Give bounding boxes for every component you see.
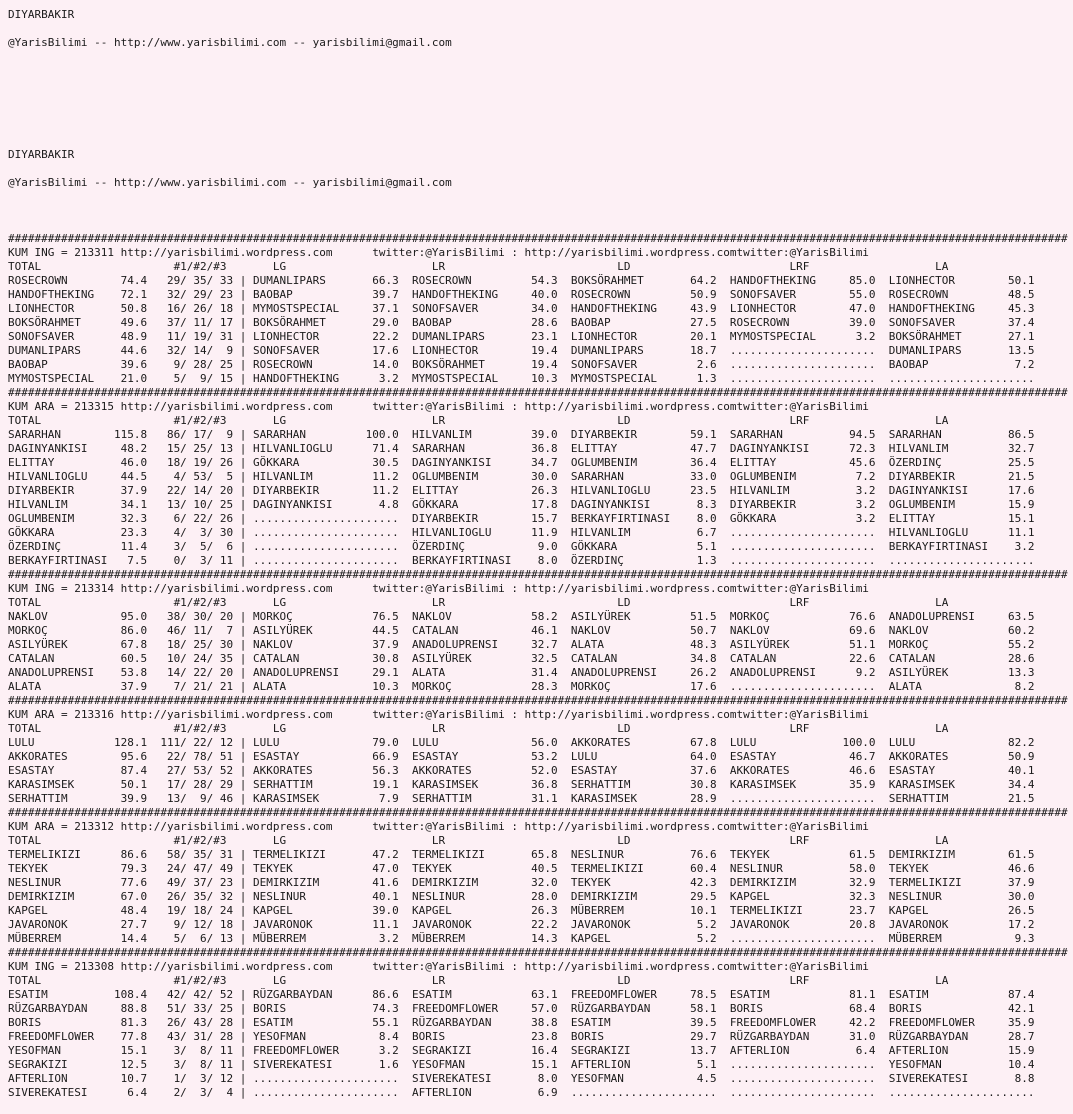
column-header-row: TOTAL #1/#2/#3 LG LR LD LRF LA [8,260,949,273]
column-header-row: TOTAL #1/#2/#3 LG LR LD LRF LA [8,596,949,609]
stats-row: LIONHECTOR 50.8 16/ 26/ 18 | MYMOSTSPECIAL 37.1 SONOFSAVER 34.0 HANDOFTHEKING 43.9 LIONHECTOR 47.0 HANDOFTHEKING 45.3 [8,302,1035,315]
stats-row: ROSECROWN 74.4 29/ 35/ 33 | DUMANLIPARS 66.3 ROSECROWN 54.3 BOKSÖRAHMET 64.2 HANDOFTHEKING 85.0 LIONHECTOR 50.1 [8,274,1035,287]
stats-row: ALATA 37.9 7/ 21/ 21 | ALATA 10.3 MORKOÇ 28.3 MORKOÇ 17.6 ...................... ALATA 8.2 [8,680,1035,693]
separator-line: ################################################################################################################################################################ [8,806,1068,819]
separator-line: ################################################################################################################################################################ [8,568,1068,581]
stats-row: ESATIM 108.4 42/ 42/ 52 | RÜZGARBAYDAN 86.6 ESATIM 63.1 FREEDOMFLOWER 78.5 ESATIM 81.1 ESATIM 87.4 [8,988,1035,1001]
separator-line: ################################################################################################################################################################ [8,232,1068,245]
stats-row: KARASIMSEK 50.1 17/ 28/ 29 | SERHATTIM 19.1 KARASIMSEK 36.8 SERHATTIM 30.8 KARASIMSEK 35.9 KARASIMSEK 34.4 [8,778,1035,791]
stats-row: MORKOÇ 86.0 46/ 11/ 7 | ASILYÜREK 44.5 CATALAN 46.1 NAKLOV 50.7 NAKLOV 69.6 NAKLOV 60.2 [8,624,1035,637]
stats-row: TERMELIKIZI 86.6 58/ 35/ 31 | TERMELIKIZI 47.2 TERMELIKIZI 65.8 NESLINUR 76.6 TEKYEK 61.5 DEMIRKIZIM 61.5 [8,848,1035,861]
stats-row: SARARHAN 115.8 86/ 17/ 9 | SARARHAN 100.0 HILVANLIM 39.0 DIYARBEKIR 59.1 SARARHAN 94.5 SARARHAN 86.5 [8,428,1035,441]
stats-row: HILVANLIOGLU 44.5 4/ 53/ 5 | HILVANLIM 11.2 OGLUMBENIM 30.0 SARARHAN 33.0 OGLUMBENIM 7.2 DIYARBEKIR 21.5 [8,470,1035,483]
stats-row: YESOFMAN 15.1 3/ 8/ 11 | FREEDOMFLOWER 3.2 SEGRAKIZI 16.4 SEGRAKIZI 13.7 AFTERLION 6.4 AFTERLION 15.9 [8,1044,1035,1057]
section-title: KUM ARA = 213315 http://yarisbilimi.wordpress.com twitter:@YarisBilimi : http://yarisbilimi.wordpress.comtwitter:@YarisBilimi [8,400,869,413]
contact-line: @YarisBilimi -- http://www.yarisbilimi.com -- yarisbilimi@gmail.com [8,36,452,49]
stats-row: JAVARONOK 27.7 9/ 12/ 18 | JAVARONOK 11.1 JAVARONOK 22.2 JAVARONOK 5.2 JAVARONOK 20.8 JAVARONOK 17.2 [8,918,1035,931]
stats-row: NAKLOV 95.0 38/ 30/ 20 | MORKOÇ 76.5 NAKLOV 58.2 ASILYÜREK 51.5 MORKOÇ 76.6 ANADOLUPRENSI 63.5 [8,610,1035,623]
stats-row: NESLINUR 77.6 49/ 37/ 23 | DEMIRKIZIM 41.6 DEMIRKIZIM 32.0 TEKYEK 42.3 DEMIRKIZIM 32.9 TERMELIKIZI 37.9 [8,876,1035,889]
column-header-row: TOTAL #1/#2/#3 LG LR LD LRF LA [8,834,949,847]
stats-row: MYMOSTSPECIAL 21.0 5/ 9/ 15 | HANDOFTHEKING 3.2 MYMOSTSPECIAL 10.3 MYMOSTSPECIAL 1.3 ...................... ...................... [8,372,1035,385]
contact-line: @YarisBilimi -- http://www.yarisbilimi.com -- yarisbilimi@gmail.com [8,176,452,189]
stats-row: DUMANLIPARS 44.6 32/ 14/ 9 | SONOFSAVER 17.6 LIONHECTOR 19.4 DUMANLIPARS 18.7 ...................... DUMANLIPARS 13.5 [8,344,1035,357]
separator-line: ################################################################################################################################################################ [8,946,1068,959]
stats-row: BOKSÖRAHMET 49.6 37/ 11/ 17 | BOKSÖRAHMET 29.0 BAOBAP 28.6 BAOBAP 27.5 ROSECROWN 39.0 SONOFSAVER 37.4 [8,316,1035,329]
spacer [8,120,1073,134]
stats-row: FREEDOMFLOWER 77.8 43/ 31/ 28 | YESOFMAN 8.4 BORIS 23.8 BORIS 29.7 RÜZGARBAYDAN 31.0 RÜZGARBAYDAN 28.7 [8,1030,1035,1043]
section-title: KUM ARA = 213316 http://yarisbilimi.wordpress.com twitter:@YarisBilimi : http://yarisbilimi.wordpress.comtwitter:@YarisBilimi [8,708,869,721]
stats-row: HILVANLIM 34.1 13/ 10/ 25 | DAGINYANKISI 4.8 GÖKKARA 17.8 DAGINYANKISI 8.3 DIYARBEKIR 3.2 OGLUMBENIM 15.9 [8,498,1035,511]
stats-row: OGLUMBENIM 32.3 6/ 22/ 26 | ...................... DIYARBEKIR 15.7 BERKAYFIRTINASI 8.0 GÖKKARA 3.2 ELITTAY 15.1 [8,512,1035,525]
stats-row: MÜBERREM 14.4 5/ 6/ 13 | MÜBERREM 3.2 MÜBERREM 14.3 KAPGEL 5.2 ...................... MÜBERREM 9.3 [8,932,1035,945]
spacer [8,204,1073,218]
stats-row: BORIS 81.3 26/ 43/ 28 | ESATIM 55.1 RÜZGARBAYDAN 38.8 ESATIM 39.5 FREEDOMFLOWER 42.2 FREEDOMFLOWER 35.9 [8,1016,1035,1029]
stats-row: AKKORATES 95.6 22/ 78/ 51 | ESASTAY 66.9 ESASTAY 53.2 LULU 64.0 ESASTAY 46.7 AKKORATES 50.9 [8,750,1035,763]
section-title: KUM ING = 213308 http://yarisbilimi.wordpress.com twitter:@YarisBilimi : http://yarisbilimi.wordpress.comtwitter:@YarisBilimi [8,960,869,973]
stats-row: DEMIRKIZIM 67.0 26/ 35/ 32 | NESLINUR 40.1 NESLINUR 28.0 DEMIRKIZIM 29.5 KAPGEL 32.3 NESLINUR 30.0 [8,890,1035,903]
stats-row: RÜZGARBAYDAN 88.8 51/ 33/ 25 | BORIS 74.3 FREEDOMFLOWER 57.0 RÜZGARBAYDAN 58.1 BORIS 68.4 BORIS 42.1 [8,1002,1035,1015]
stats-row: DAGINYANKISI 48.2 15/ 25/ 13 | HILVANLIOGLU 71.4 SARARHAN 36.8 ELITTAY 47.7 DAGINYANKISI 72.3 HILVANLIM 32.7 [8,442,1035,455]
stats-row: SEGRAKIZI 12.5 3/ 8/ 11 | SIVEREKATESI 1.6 YESOFMAN 15.1 AFTERLION 5.1 ...................... YESOFMAN 10.4 [8,1058,1035,1071]
stats-row: ELITTAY 46.0 18/ 19/ 26 | GÖKKARA 30.5 DAGINYANKISI 34.7 OGLUMBENIM 36.4 ELITTAY 45.6 ÖZERDINÇ 25.5 [8,456,1035,469]
stats-row: ASILYÜREK 67.8 18/ 25/ 30 | NAKLOV 37.9 ANADOLUPRENSI 32.7 ALATA 48.3 ASILYÜREK 51.1 MORKOÇ 55.2 [8,638,1035,651]
section-title: KUM ING = 213314 http://yarisbilimi.wordpress.com twitter:@YarisBilimi : http://yarisbilimi.wordpress.comtwitter:@YarisBilimi [8,582,869,595]
stats-row: KAPGEL 48.4 19/ 18/ 24 | KAPGEL 39.0 KAPGEL 26.3 MÜBERREM 10.1 TERMELIKIZI 23.7 KAPGEL 26.5 [8,904,1035,917]
spacer [8,64,1073,78]
stats-row: ESASTAY 87.4 27/ 53/ 52 | AKKORATES 56.3 AKKORATES 52.0 ESASTAY 37.6 AKKORATES 46.6 ESASTAY 40.1 [8,764,1035,777]
stats-row: SERHATTIM 39.9 13/ 9/ 46 | KARASIMSEK 7.9 SERHATTIM 31.1 KARASIMSEK 28.9 ...................... SERHATTIM 21.5 [8,792,1035,805]
stats-row: ÖZERDINÇ 11.4 3/ 5/ 6 | ...................... ÖZERDINÇ 9.0 GÖKKARA 5.1 ...................... BERKAYFIRTINASI 3.2 [8,540,1035,553]
stats-row: CATALAN 60.5 10/ 24/ 35 | CATALAN 30.8 ASILYÜREK 32.5 CATALAN 34.8 CATALAN 22.6 CATALAN 28.6 [8,652,1035,665]
stats-row: GÖKKARA 23.3 4/ 3/ 30 | ...................... HILVANLIOGLU 11.9 HILVANLIM 6.7 ...................... HILVANLIOGLU 11.1 [8,526,1035,539]
stats-row: TEKYEK 79.3 24/ 47/ 49 | TEKYEK 47.0 TEKYEK 40.5 TERMELIKIZI 60.4 NESLINUR 58.0 TEKYEK 46.6 [8,862,1035,875]
stats-row: LULU 128.1 111/ 22/ 12 | LULU 79.0 LULU 56.0 AKKORATES 67.8 LULU 100.0 LULU 82.2 [8,736,1035,749]
sections-container [8,232,1073,1100]
column-header-row: TOTAL #1/#2/#3 LG LR LD LRF LA [8,414,949,427]
separator-line: ################################################################################################################################################################ [8,694,1068,707]
section-title: KUM ING = 213311 http://yarisbilimi.wordpress.com twitter:@YarisBilimi : http://yarisbilimi.wordpress.comtwitter:@YarisBilimi [8,246,869,259]
track-name: DIYARBAKIR [8,148,75,161]
stats-row: HANDOFTHEKING 72.1 32/ 29/ 23 | BAOBAP 39.7 HANDOFTHEKING 40.0 ROSECROWN 50.9 SONOFSAVER 55.0 ROSECROWN 48.5 [8,288,1035,301]
stats-row: SIVEREKATESI 6.4 2/ 3/ 4 | ...................... AFTERLION 6.9 ...................... ...................... ...................... [8,1086,1035,1099]
section-title: KUM ARA = 213312 http://yarisbilimi.wordpress.com twitter:@YarisBilimi : http://yarisbilimi.wordpress.comtwitter:@YarisBilimi [8,820,869,833]
column-header-row: TOTAL #1/#2/#3 LG LR LD LRF LA [8,722,949,735]
stats-row: BAOBAP 39.6 9/ 28/ 25 | ROSECROWN 14.0 BOKSÖRAHMET 19.4 SONOFSAVER 2.6 ...................... BAOBAP 7.2 [8,358,1035,371]
stats-row: BERKAYFIRTINASI 7.5 0/ 3/ 11 | ...................... BERKAYFIRTINASI 8.0 ÖZERDINÇ 1.3 ...................... ...................... [8,554,1035,567]
column-header-row: TOTAL #1/#2/#3 LG LR LD LRF LA [8,974,949,987]
spacer [8,92,1073,106]
track-name: DIYARBAKIR [8,8,75,21]
stats-row: AFTERLION 10.7 1/ 3/ 12 | ...................... SIVEREKATESI 8.0 YESOFMAN 4.5 ...................... SIVEREKATESI 8.8 [8,1072,1035,1085]
stats-row: DIYARBEKIR 37.9 22/ 14/ 20 | DIYARBEKIR 11.2 ELITTAY 26.3 HILVANLIOGLU 23.5 HILVANLIM 3.2 DAGINYANKISI 17.6 [8,484,1035,497]
stats-row: SONOFSAVER 48.9 11/ 19/ 31 | LIONHECTOR 22.2 DUMANLIPARS 23.1 LIONHECTOR 20.1 MYMOSTSPECIAL 3.2 BOKSÖRAHMET 27.1 [8,330,1035,343]
stats-row: ANADOLUPRENSI 53.8 14/ 22/ 20 | ANADOLUPRENSI 29.1 ALATA 31.4 ANADOLUPRENSI 26.2 ANADOLUPRENSI 9.2 ASILYÜREK 13.3 [8,666,1035,679]
separator-line: ################################################################################################################################################################ [8,386,1068,399]
